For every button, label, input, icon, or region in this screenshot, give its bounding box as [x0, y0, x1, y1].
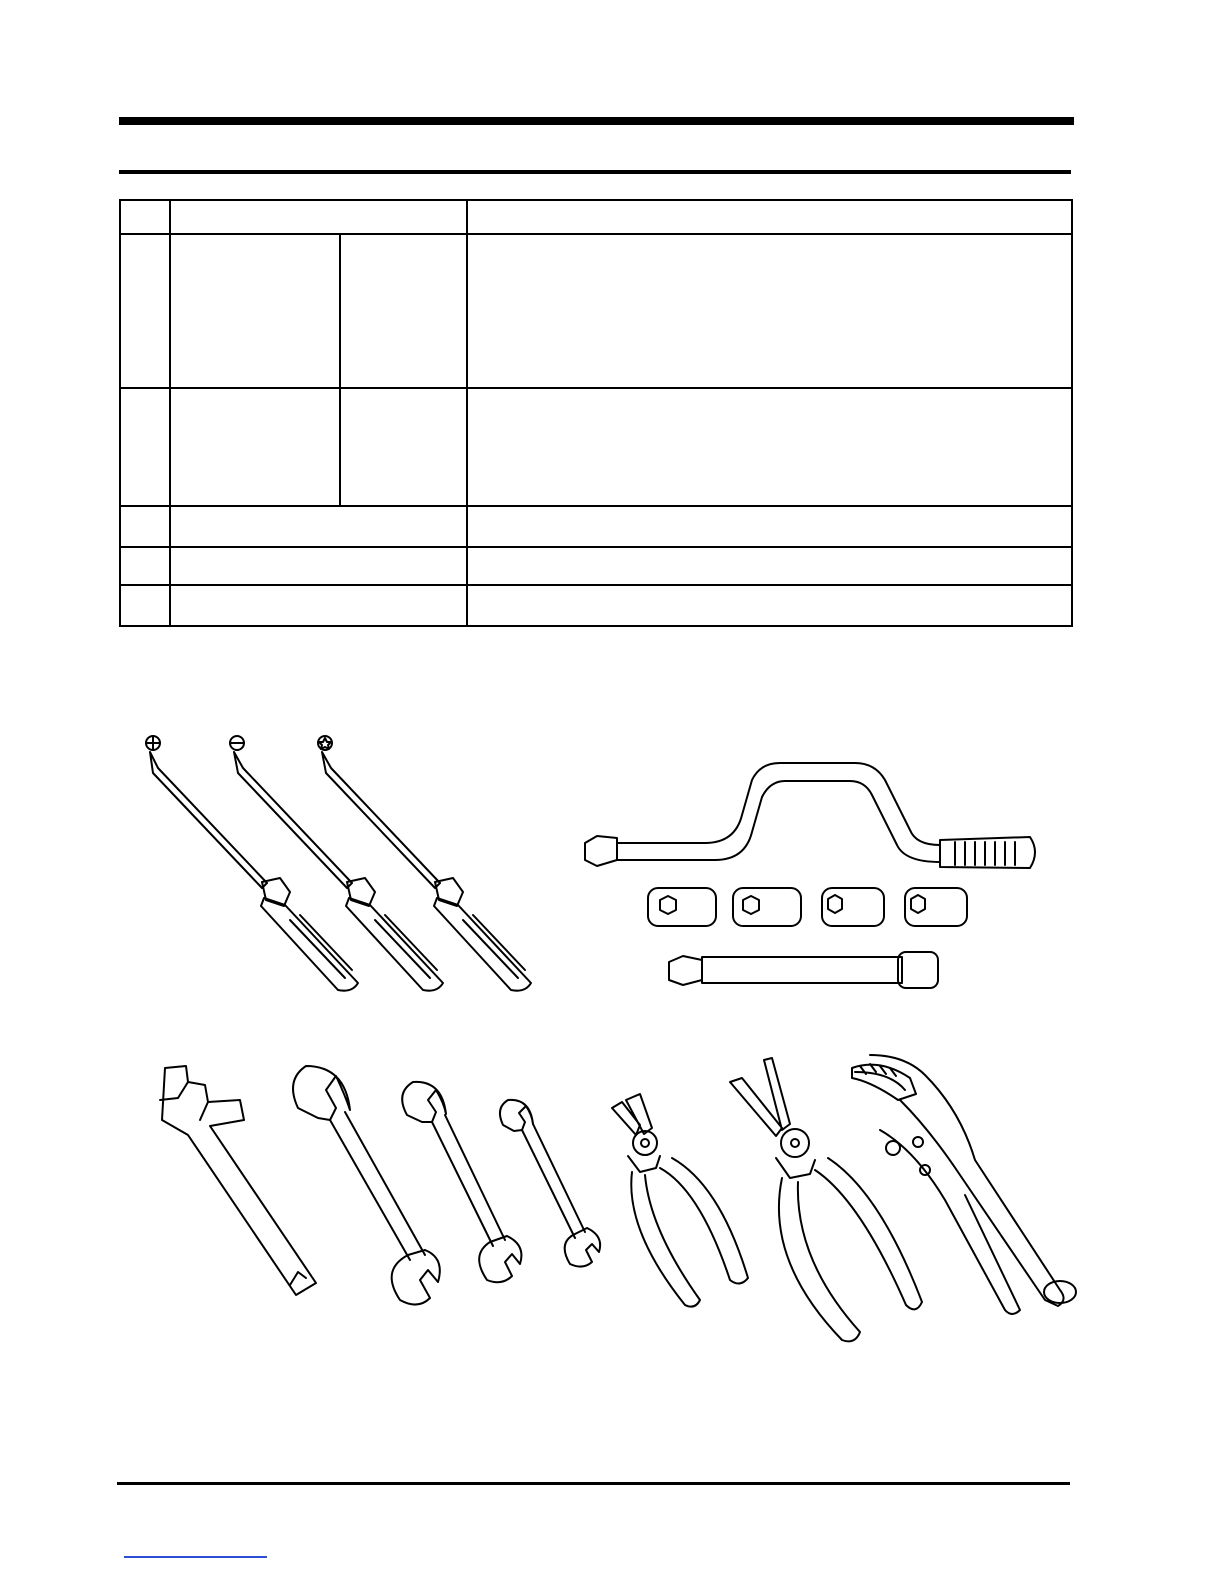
- footer-rule: [117, 1482, 1070, 1485]
- locking-pliers: [852, 1055, 1076, 1314]
- extension-bar: [669, 952, 938, 988]
- footer-link-underline[interactable]: [124, 1556, 267, 1558]
- open-end-wrench: [293, 1066, 440, 1305]
- socket: [905, 888, 967, 926]
- torx-screwdriver: [318, 736, 531, 991]
- socket: [733, 888, 801, 926]
- speed-wrench: [585, 763, 1035, 868]
- adjustment-tool: [160, 1066, 316, 1295]
- socket: [822, 888, 884, 926]
- socket: [648, 888, 716, 926]
- diagonal-cutter: [612, 1094, 748, 1307]
- long-nose-pliers: [730, 1058, 922, 1341]
